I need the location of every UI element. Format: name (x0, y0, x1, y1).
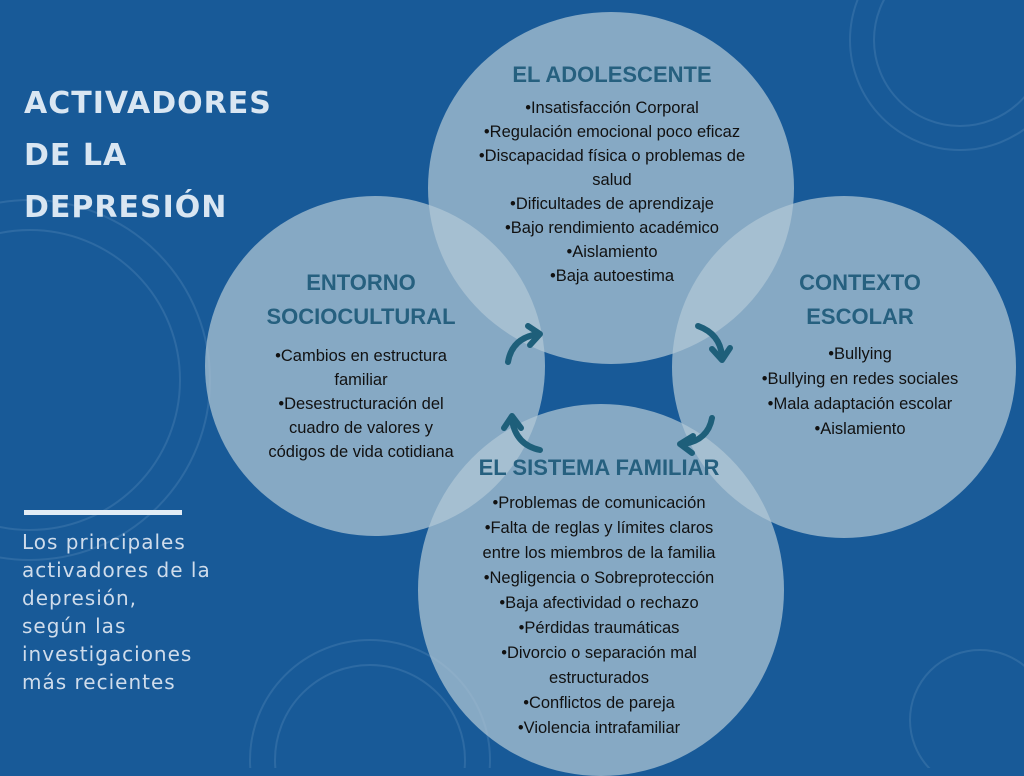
list-item: •Falta de reglas y límites claros (484, 519, 714, 537)
list-item: •Conflictos de pareja (523, 694, 675, 712)
list-item: •Divorcio o separación mal (501, 644, 697, 662)
list-item: •Violencia intrafamiliar (517, 719, 681, 737)
list-item: entre los miembros de la familia (482, 544, 716, 562)
adolescente-block (448, 58, 776, 288)
page-title (24, 78, 324, 234)
list-item: •Cambios en estructura (275, 347, 447, 365)
list-item: •Aislamiento (566, 243, 658, 261)
list-item: •Negligencia o Sobreprotección (483, 569, 715, 587)
list-item: familiar (334, 371, 388, 389)
title-line: DEPRESIÓN (24, 190, 228, 225)
heading-line: SOCIOCULTURAL (266, 304, 456, 329)
list-item: •Bullying (828, 345, 892, 363)
familiar-block (446, 451, 752, 741)
list-item: •Bajo rendimiento académico (505, 219, 719, 237)
list-item: •Baja autoestima (549, 267, 675, 285)
subtitle-line: según las (22, 614, 127, 638)
familiar-heading: EL SISTEMA FAMILIAR (478, 455, 720, 480)
divider (24, 510, 182, 515)
list-item: •Discapacidad física o problemas de (478, 147, 746, 165)
adolescente-heading: EL ADOLESCENTE (512, 62, 712, 87)
subtitle-line: investigaciones (22, 642, 193, 666)
list-item: •Dificultades de aprendizaje (510, 195, 714, 213)
title-line: DE LA (24, 138, 128, 173)
escolar-block (728, 266, 992, 442)
list-item: •Problemas de comunicación (492, 494, 706, 512)
list-item: •Pérdidas traumáticas (518, 619, 680, 637)
entorno-heading (246, 266, 476, 334)
subtitle-line: activadores de la (22, 558, 211, 582)
title-line: ACTIVADORES (24, 86, 272, 121)
subtitle-line: más recientes (22, 670, 176, 694)
entorno-block (246, 266, 476, 464)
subtitle (22, 528, 252, 696)
list-item: estructurados (549, 669, 649, 687)
list-item: •Regulación emocional poco eficaz (483, 123, 741, 141)
list-item: •Desestructuración del (278, 395, 444, 413)
heading-line: ENTORNO (306, 270, 416, 295)
heading-line: ESCOLAR (806, 304, 914, 329)
list-item: códigos de vida cotidiana (268, 443, 454, 461)
escolar-heading (728, 266, 992, 334)
list-item: •Mala adaptación escolar (767, 395, 953, 413)
list-item: •Bullying en redes sociales (761, 370, 959, 388)
list-item: salud (592, 171, 632, 189)
list-item: •Insatisfacción Corporal (525, 99, 699, 117)
subtitle-line: Los principales (22, 530, 186, 554)
list-item: •Aislamiento (814, 420, 906, 438)
list-item: cuadro de valores y (289, 419, 433, 437)
subtitle-line: depresión, (22, 586, 138, 610)
list-item: •Baja afectividad o rechazo (499, 594, 699, 612)
heading-line: CONTEXTO (799, 270, 921, 295)
